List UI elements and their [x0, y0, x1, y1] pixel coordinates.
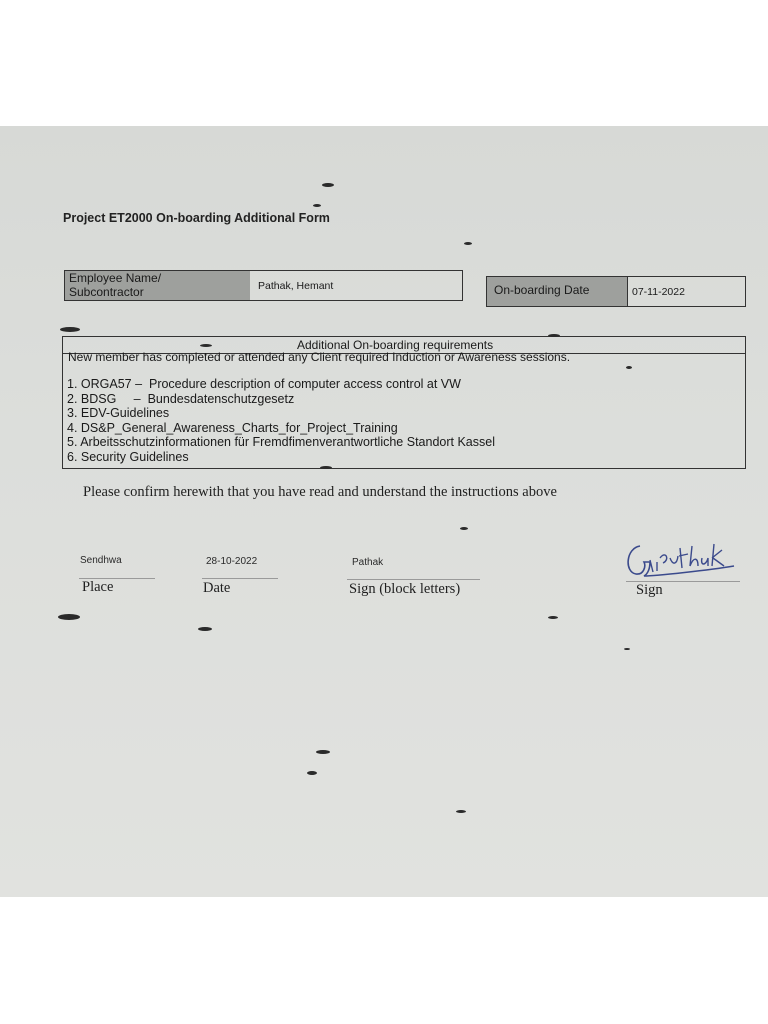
place-value: Sendhwa [80, 555, 122, 566]
list-item: 3. EDV-Guidelines [67, 406, 170, 420]
scanned-page [0, 126, 768, 897]
scan-speck [58, 614, 80, 620]
block-letters-line [347, 579, 480, 580]
scan-speck [313, 204, 321, 207]
scan-speck [460, 527, 468, 530]
scan-speck [626, 366, 632, 369]
place-label: Place [82, 579, 114, 595]
onboarding-date-value: 07-11-2022 [632, 286, 685, 298]
requirements-intro: New member has completed or attended any Client required Induction or Awareness sessions. [68, 350, 571, 364]
scan-speck [198, 627, 212, 631]
scan-speck [548, 334, 560, 337]
confirmation-text: Please confirm herewith that you have read and understand the instructions above [83, 484, 557, 500]
date-line [202, 578, 278, 579]
employee-name-value: Pathak, Hemant [258, 280, 334, 292]
block-letters-value: Pathak [352, 557, 384, 568]
form-title: Project ET2000 On-boarding Additional Form [63, 211, 330, 225]
block-letters-label: Sign (block letters) [349, 581, 461, 597]
list-item: 2. BDSG – Bundesdatenschutzgesetz [67, 391, 295, 406]
employee-label-cell [65, 271, 250, 300]
scan-speck [548, 616, 558, 619]
sign-label: Sign [636, 582, 663, 598]
scan-speck [624, 648, 630, 650]
handwritten-signature [620, 536, 740, 586]
employee-label-line1: Employee Name/ [69, 271, 162, 285]
scan-speck [320, 466, 332, 469]
onboarding-date-box [486, 276, 746, 307]
list-item: 4. DS&P_General_Awareness_Charts_for_Project_Training [67, 420, 398, 435]
scan-speck [456, 810, 466, 813]
scan-speck [200, 344, 212, 347]
onboarding-date-label: On-boarding Date [494, 283, 590, 297]
list-item: 1. ORGA57 – Procedure description of computer access control at VW [67, 377, 461, 391]
requirements-header: Additional On-boarding requirements [297, 338, 494, 352]
onboarding-date-label-cell [487, 277, 628, 306]
scan-speck [60, 327, 80, 332]
scan-speck [316, 750, 330, 754]
employee-box [64, 270, 463, 301]
scan-speck [464, 242, 472, 245]
signature-text: GnPathak [620, 536, 625, 537]
requirements-list [67, 377, 495, 464]
employee-label-line2: Subcontractor [69, 285, 144, 299]
date-value: 28-10-2022 [206, 556, 258, 567]
scan-speck [307, 771, 317, 775]
date-label: Date [203, 580, 231, 596]
list-item: 5. Arbeitsschutzinformationen für Fremdfimenverantwortliche Standort Kassel [67, 435, 495, 449]
list-item: 6. Security Guidelines [67, 449, 189, 464]
scan-speck [322, 183, 334, 187]
